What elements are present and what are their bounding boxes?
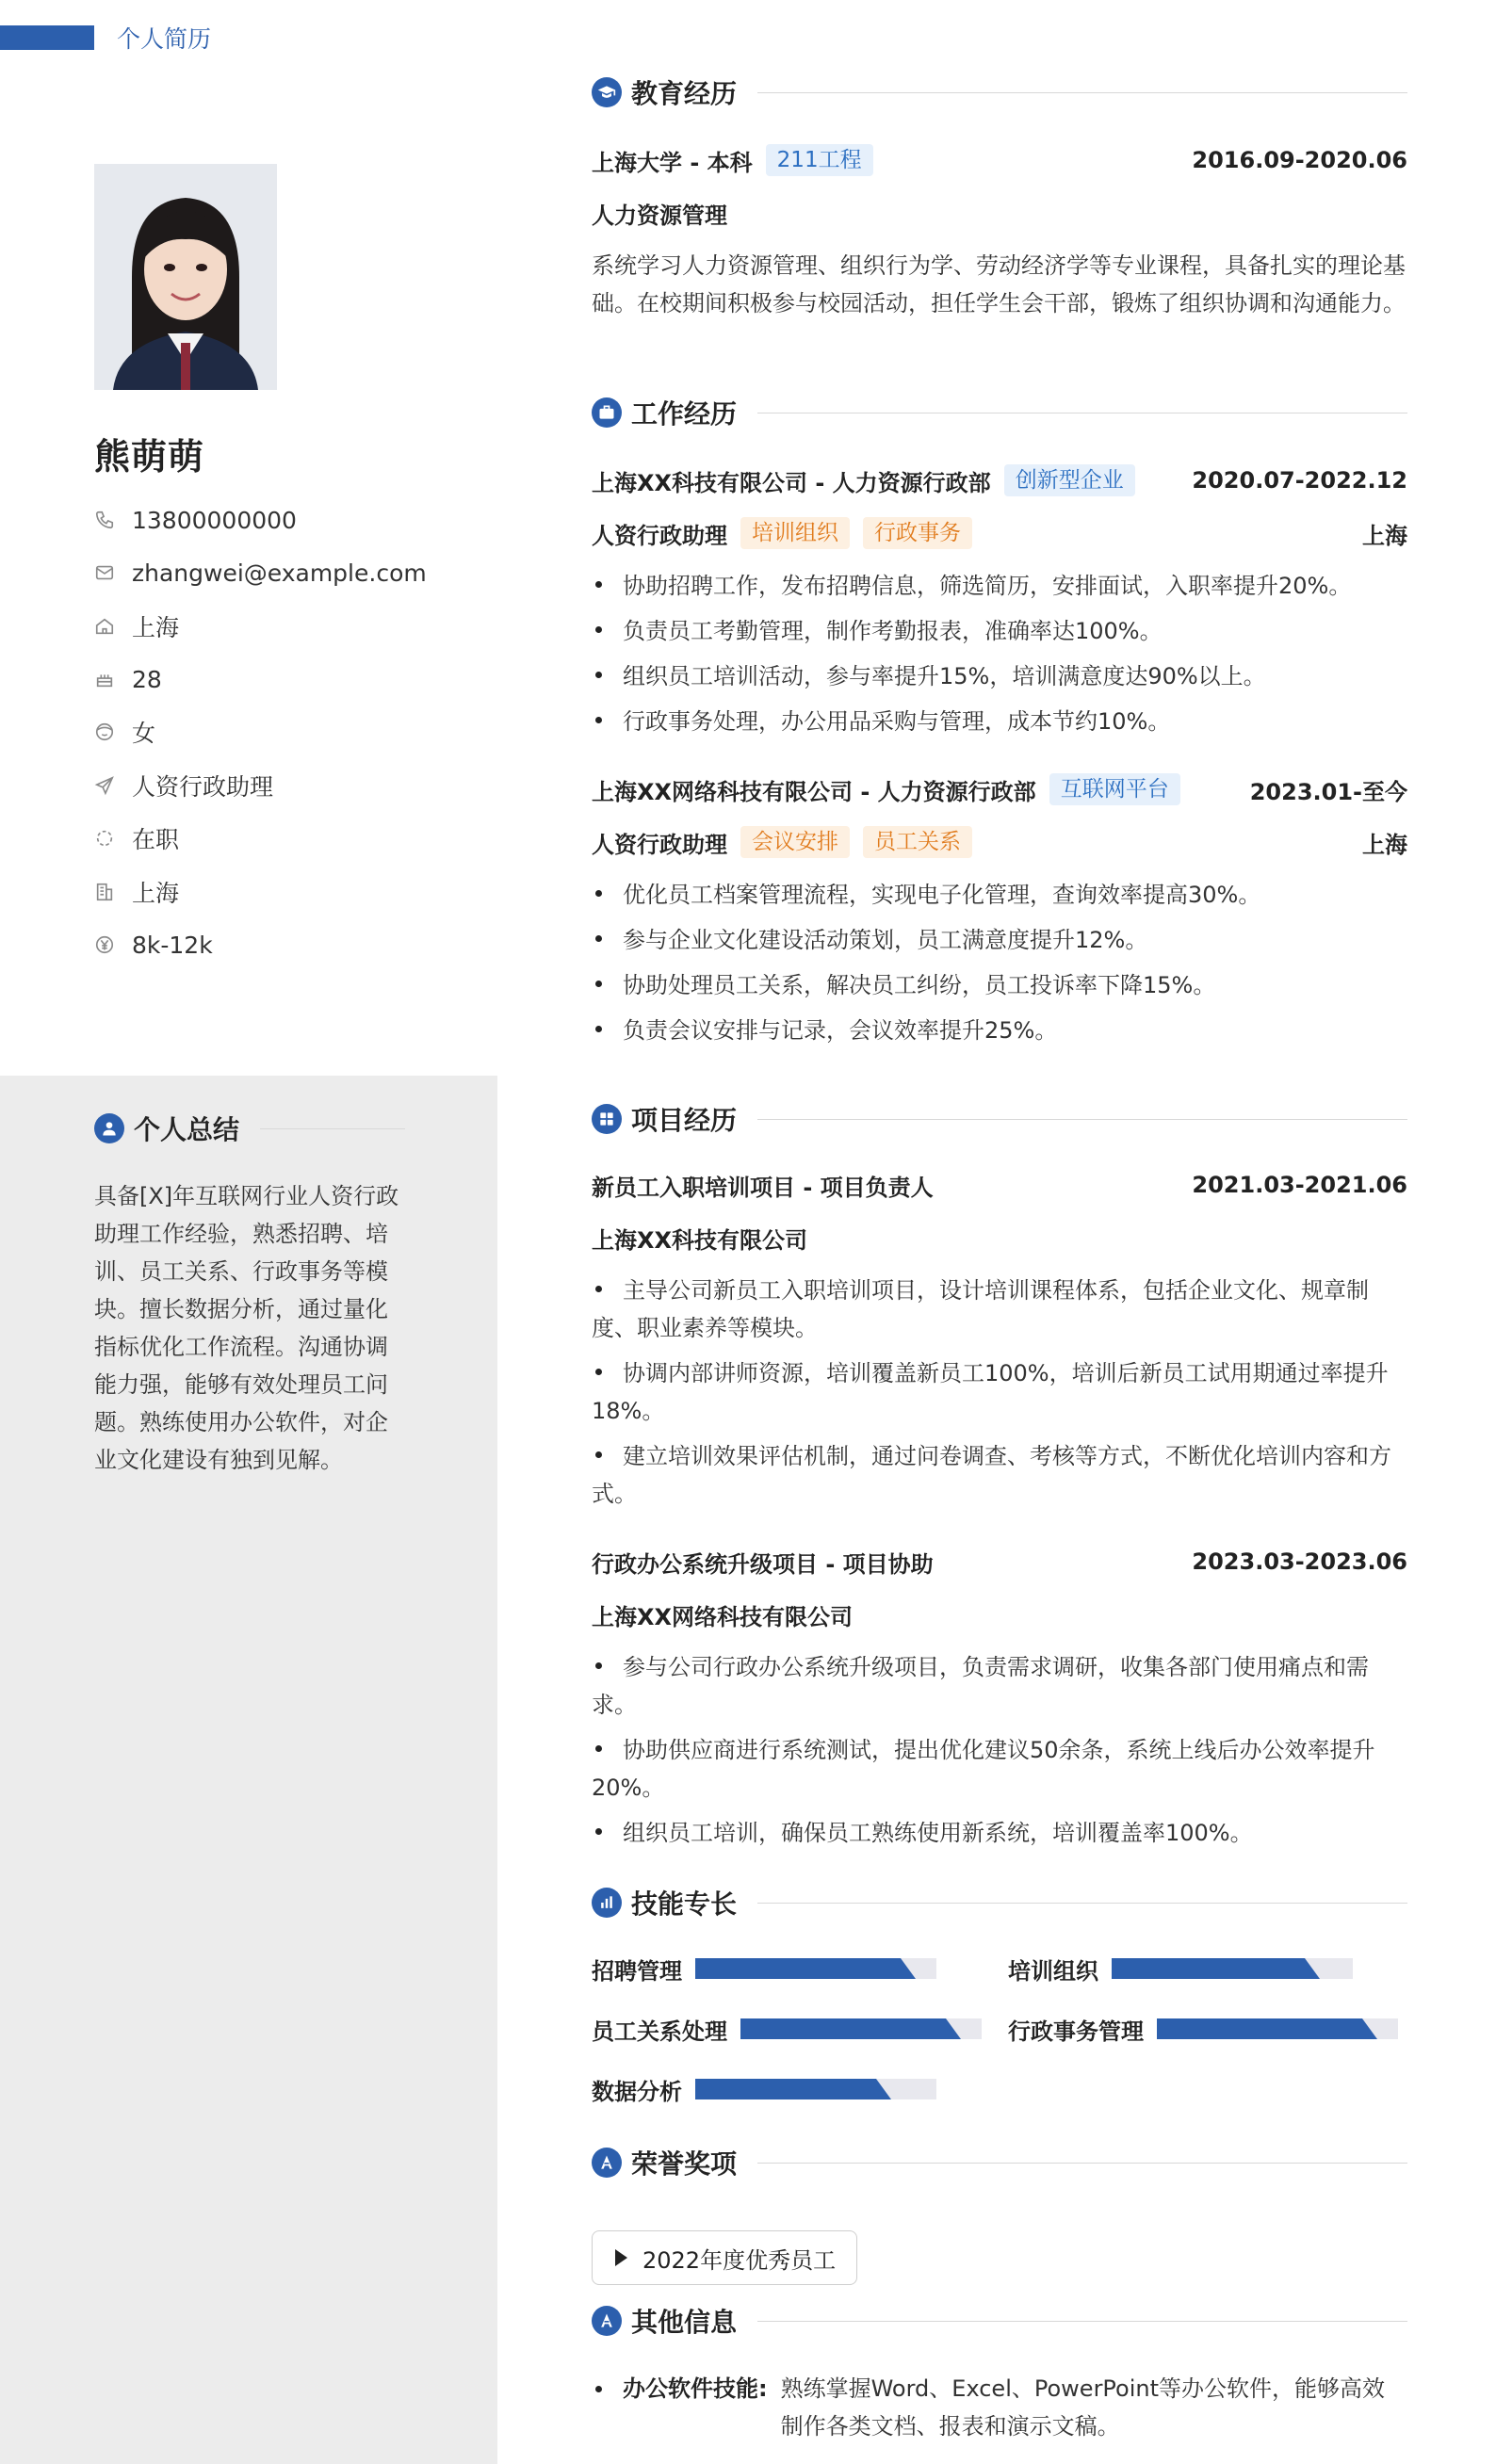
school-name: 上海大学 - 本科 (592, 149, 753, 176)
list-item: 协助处理员工关系，解决员工纠纷，员工投诉率下降15%。 (592, 966, 1407, 1004)
divider (757, 1903, 1407, 1904)
project-1-company (592, 1221, 1407, 1255)
project-2-header (592, 1545, 1407, 1579)
skill-item: 数据分析 (592, 2072, 936, 2106)
skill-bar (740, 2018, 982, 2039)
top-bar (0, 0, 1496, 72)
mail-icon (94, 562, 115, 583)
school-tag: 211工程 (766, 144, 873, 176)
skill-item: 招聘管理 (592, 1952, 936, 1986)
job-role: 人资行政助理 (592, 831, 727, 858)
skill-tag: 员工关系 (863, 826, 972, 858)
job-period: 2020.07-2022.12 (1192, 467, 1407, 494)
summary-heading: 个人总结 (94, 1110, 405, 1147)
project-period: 2021.03-2021.06 (1192, 1172, 1407, 1198)
accent-bar (0, 25, 94, 50)
list-item: 负责会议安排与记录，会议效率提升25%。 (592, 1012, 1407, 1049)
list-item: 负责员工考勤管理，制作考勤报表，准确率达100%。 (592, 612, 1407, 650)
job-2-role (592, 825, 1407, 859)
skill-item: 员工关系处理 (592, 2012, 982, 2046)
projects-heading: 项目经历 (592, 1100, 1407, 1138)
skill-bar (1157, 2018, 1398, 2039)
briefcase-icon (592, 397, 622, 428)
list-item: 主导公司新员工入职培训项目，设计培训课程体系，包括企业文化、规章制度、职业素养等模块。 (592, 1277, 1369, 1341)
info-target-city: 上海 (94, 873, 433, 911)
skills-heading: 技能专长 (592, 1884, 1407, 1921)
building-icon (94, 882, 115, 902)
skill-item: 行政事务管理 (1008, 2012, 1398, 2046)
company-tag: 创新型企业 (1004, 464, 1135, 496)
divider (757, 1119, 1407, 1120)
project-1-header (592, 1168, 1407, 1202)
profile-name: 熊萌萌 (94, 436, 205, 478)
info-gender: 女 (94, 713, 433, 751)
list-item: 建立培训效果评估机制，通过问卷调查、考核等方式，不断优化培训内容和方式。 (592, 1443, 1391, 1507)
job-company: 上海XX科技有限公司 - 人力资源行政部 (592, 469, 991, 496)
job-1-role (592, 516, 1407, 550)
other-item (592, 2370, 1407, 2445)
profile-photo (94, 164, 277, 390)
list-item: 协助供应商进行系统测试，提出优化建议50余条，系统上线后办公效率提升20%。 (592, 1737, 1375, 1801)
project-period: 2023.03-2023.06 (1192, 1548, 1407, 1575)
info-location: 上海 (94, 608, 433, 645)
job-city: 上海 (1362, 522, 1407, 549)
play-icon (615, 2249, 627, 2266)
list-item: 协助招聘工作，发布招聘信息，筛选简历，安排面试，入职率提升20%。 (592, 567, 1407, 605)
education-description: 系统学习人力资源管理、组织行为学、劳动经济学等专业课程，具备扎实的理论基础。在校期间积极参与校园活动，担任学生会干部，锻炼了组织协调和沟通能力。 (592, 252, 1406, 316)
major: 人力资源管理 (592, 202, 727, 229)
bar-chart-icon (592, 1888, 622, 1918)
phone-icon (94, 510, 115, 530)
job-1-duties (592, 567, 1407, 748)
skill-tag: 培训组织 (740, 517, 850, 549)
send-icon (94, 775, 115, 796)
job-2-duties (592, 876, 1407, 1057)
job-1-header (592, 463, 1407, 497)
skill-bar (695, 2079, 936, 2099)
honor-item: 2022年度优秀员工 (592, 2230, 857, 2285)
divider (757, 92, 1407, 93)
skill-bar (695, 1958, 936, 1979)
job-role: 人资行政助理 (592, 522, 727, 549)
cake-icon (94, 669, 115, 689)
info-email: zhangwei@example.com (94, 554, 433, 592)
status-icon (94, 828, 115, 849)
company-tag: 互联网平台 (1049, 773, 1180, 805)
other-value: 熟练掌握Word、Excel、PowerPoint等办公软件，能够高效制作各类文档、报表和演示文稿。 (780, 2375, 1386, 2440)
summary-text: 具备[X]年互联网行业人资行政助理工作经验，熟悉招聘、培训、员工关系、行政事务等模块。擅长数据分析，通过量化指标优化工作流程。沟通协调能力强，能够有效处理员工问题。熟练使用办公软件，对企业文化建设有独到见解。 (94, 1183, 399, 1473)
project-1-items (592, 1272, 1407, 1520)
info-phone: 13800000000 (94, 501, 433, 539)
project-2-company (592, 1597, 1407, 1631)
education-heading: 教育经历 (592, 73, 1407, 111)
project-title: 新员工入职培训项目 - 项目负责人 (592, 1174, 934, 1201)
award-icon (592, 2148, 622, 2178)
project-title: 行政办公系统升级项目 - 项目协助 (592, 1550, 934, 1578)
page-title: 个人简历 (117, 25, 212, 53)
divider (260, 1128, 405, 1129)
job-company: 上海XX网络科技有限公司 - 人力资源行政部 (592, 778, 1036, 805)
user-icon (94, 1113, 124, 1143)
major-row (592, 196, 1407, 230)
skill-tag: 行政事务 (863, 517, 972, 549)
education-row (592, 143, 1407, 177)
project-company: 上海XX科技有限公司 (592, 1226, 808, 1254)
info-position: 人资行政助理 (94, 767, 433, 804)
skill-bar (1112, 1958, 1353, 1979)
graduation-cap-icon (592, 77, 622, 107)
skill-item: 培训组织 (1008, 1952, 1353, 1986)
education-period: 2016.09-2020.06 (1192, 147, 1407, 173)
job-2-header (592, 772, 1407, 806)
project-2-items (592, 1648, 1407, 1859)
honors-heading: 荣誉奖项 (592, 2144, 1407, 2181)
list-item: 协调内部讲师资源，培训覆盖新员工100%，培训后新员工试用期通过率提升18%。 (592, 1360, 1389, 1424)
divider (757, 2321, 1407, 2322)
list-item: 参与企业文化建设活动策划，员工满意度提升12%。 (592, 921, 1407, 959)
skill-tag: 会议安排 (740, 826, 850, 858)
list-item: 优化员工档案管理流程，实现电子化管理，查询效率提高30%。 (592, 876, 1407, 914)
list-item: 组织员工培训活动，参与率提升15%，培训满意度达90%以上。 (592, 657, 1407, 695)
face-icon (94, 721, 115, 742)
divider (757, 2163, 1407, 2164)
yen-icon (94, 934, 115, 955)
info-age: 28 (94, 660, 433, 698)
project-company: 上海XX网络科技有限公司 (592, 1603, 854, 1630)
work-heading: 工作经历 (592, 394, 1407, 431)
home-icon (94, 616, 115, 637)
info-status: 在职 (94, 819, 433, 857)
other-key: 办公软件技能: (623, 2375, 768, 2402)
grid-icon (592, 1104, 622, 1134)
info-salary: 8k-12k (94, 926, 433, 964)
list-item: 行政事务处理，办公用品采购与管理，成本节约10%。 (592, 703, 1407, 740)
job-period: 2023.01-至今 (1249, 778, 1407, 805)
list-item: 参与公司行政办公系统升级项目，负责需求调研，收集各部门使用痛点和需求。 (592, 1654, 1369, 1718)
list-item: 组织员工培训，确保员工熟练使用新系统，培训覆盖率100%。 (592, 1814, 1407, 1852)
award-icon (592, 2306, 622, 2336)
other-heading: 其他信息 (592, 2302, 1407, 2340)
job-city: 上海 (1362, 831, 1407, 858)
